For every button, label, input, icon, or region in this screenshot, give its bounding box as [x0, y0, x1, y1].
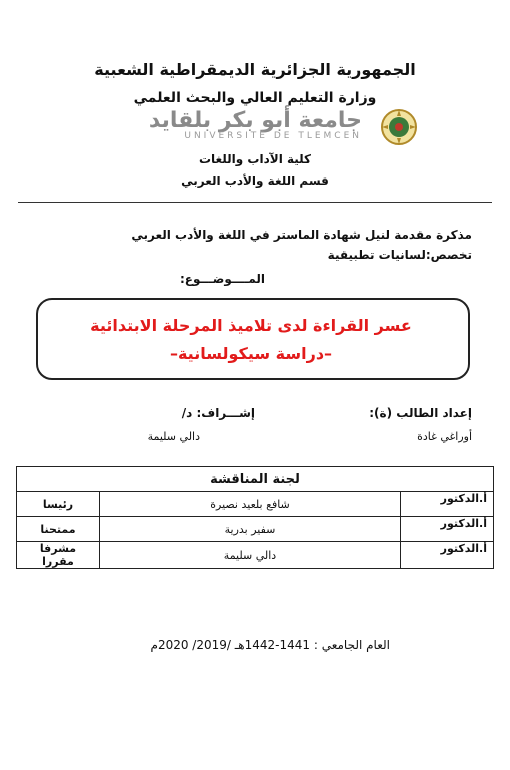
- jury-role: مشرفا مقررا: [17, 542, 100, 569]
- student-name: أوراغي غادة: [417, 430, 472, 443]
- academic-year: العام الجامعي : 1441-1442هـ /2019/ 2020م: [150, 638, 390, 652]
- faculty-name: كلية الآداب واللغات: [198, 152, 312, 166]
- jury-role: ممتحنا: [17, 517, 100, 542]
- topic-title: عسر القراءة لدى تلاميذ المرحلة الابتدائية: [90, 316, 412, 335]
- topic-box: [36, 298, 470, 380]
- jury-title: أ.الدكتور: [401, 492, 494, 517]
- university-logo: [60, 108, 420, 148]
- jury-role: رئيسا: [17, 492, 100, 517]
- subject-label: المــــوضـــوع:: [179, 272, 265, 286]
- university-name-ar: جامعة أبو بكر بلقايد: [148, 108, 362, 133]
- divider: [18, 202, 492, 203]
- republic-heading: الجمهورية الجزائرية الديمقراطية الشعبية: [94, 60, 416, 79]
- table-row: [17, 542, 494, 569]
- topic-subtitle: –دراسة سيكولسانية–: [169, 344, 333, 363]
- supervision-label: إشـــراف: د/: [181, 406, 255, 420]
- jury-member-name: سفير بدرية: [100, 517, 401, 542]
- supervisor-name: دالي سليمة: [147, 430, 200, 443]
- jury-title: أ.الدكتور: [401, 542, 494, 569]
- university-emblem-icon: [380, 108, 418, 146]
- ministry-heading: وزارة التعليم العالي والبحث العلمي: [133, 90, 377, 106]
- department-name: قسم اللغة والأدب العربي: [181, 174, 329, 188]
- jury-member-name: شافع بلعيد نصيرة: [100, 492, 401, 517]
- table-row: [17, 492, 494, 517]
- specialty: تخصص:لسانيات تطبيقية: [327, 248, 472, 262]
- jury-member-name: دالي سليمة: [100, 542, 401, 569]
- table-row: [17, 517, 494, 542]
- jury-table: [16, 466, 494, 569]
- prepared-by-label: إعداد الطالب (ة):: [369, 406, 472, 420]
- jury-title: أ.الدكتور: [401, 517, 494, 542]
- memo-title: مذكرة مقدمة لنيل شهادة الماستر في اللغة والأدب العربي: [131, 228, 472, 242]
- jury-heading: لجنة المناقشة: [17, 467, 494, 492]
- university-name-fr: UNIVERSITÉ DE TLEMCEN: [184, 131, 362, 141]
